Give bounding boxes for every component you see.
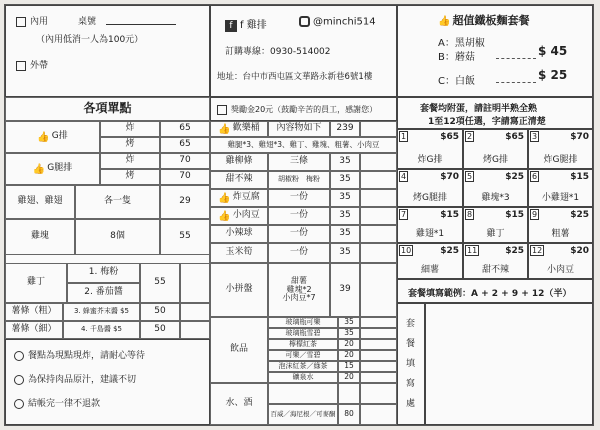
set-note-2: 1至12項任選，字請寫正清楚 [428, 117, 546, 127]
bucket-price: 239 [330, 121, 360, 137]
order-sheet [4, 4, 594, 426]
nuggets-item: 雞塊 [5, 219, 75, 255]
bucket-desc: 內容物如下 [268, 121, 330, 137]
set-meal-notes [397, 97, 593, 129]
order-type-box [5, 5, 210, 97]
nuggets-price: 55 [160, 219, 210, 255]
spicy-ball-price: 35 [330, 225, 360, 243]
fries-thin-qty[interactable] [180, 321, 210, 339]
beer-item: 百威／海尼根／可麥酮 [268, 404, 338, 425]
spicy-ball-spec: 一份 [268, 225, 330, 243]
beer-qty[interactable] [360, 404, 397, 425]
nuggets-spec: 8個 [75, 219, 160, 255]
drink-price: 35 [338, 317, 360, 328]
shop-info-box [210, 5, 397, 97]
set-item-2[interactable]: 2 $65 烤G排 [463, 129, 528, 169]
baby-corn-price: 35 [330, 243, 360, 263]
g-steak-grilled-price: 65 [160, 137, 210, 153]
set-option-b: B：蘑菇 [438, 52, 475, 63]
platter-contents: 甜薯 雞塊*2 小肉豆*7 [268, 263, 330, 317]
set-item-12[interactable]: 12 $20 小肉豆 [528, 243, 593, 279]
drink-qty[interactable] [360, 350, 397, 361]
mini-sausage-item: 👍 小肉豆 [210, 207, 268, 225]
g-steak-fried-price: 65 [160, 121, 210, 137]
drink-item: 玻璃瓶可樂 [268, 317, 338, 328]
tempura-item: 甜不辣 [210, 171, 268, 189]
set-item-9[interactable]: 9 $25 粗薯 [528, 207, 593, 243]
chicken-strips-price: 35 [330, 153, 360, 171]
fries-thick-item: 薯條（粗） [5, 303, 63, 321]
g-leg-grilled: 烤 [100, 169, 160, 185]
table-number-label: 桌號 [78, 17, 97, 27]
table-number-field[interactable] [106, 24, 176, 25]
dine-in-option[interactable]: 內用 [16, 14, 48, 27]
notices-box [5, 339, 210, 425]
g-steak-grilled: 烤 [100, 137, 160, 153]
set-fill-label: 套餐填寫處 [406, 319, 416, 409]
drink-price: 35 [338, 328, 360, 339]
reward-option[interactable]: 獎勵金20元（鼓勵辛苦的員工，感謝您） [217, 104, 377, 115]
water-beer-label: 水、酒 [210, 383, 268, 425]
g-leg-fried: 炸 [100, 153, 160, 169]
set-item-7[interactable]: 7 $15 雞翅*1 [397, 207, 463, 243]
drink-item: 可樂／雪碧 [268, 350, 338, 361]
fried-tofu-qty[interactable] [360, 189, 397, 207]
takeout-checkbox[interactable] [16, 61, 26, 71]
facebook-link[interactable]: f f 雞排 [225, 16, 267, 32]
chicken-strips-item: 雞柳條 [210, 153, 268, 171]
fries-thin-item: 薯條（細） [5, 321, 63, 339]
chicken-bits-price: 55 [140, 263, 180, 303]
bucket-item: 👍 歡樂桶 [210, 121, 268, 137]
drink-item: 礦泉水 [268, 372, 338, 383]
set-item-5[interactable]: 5 $25 雞塊*3 [463, 169, 528, 207]
thumbs-up-icon: 👍 [37, 131, 50, 143]
set-option-c-price: $ 25 [538, 68, 568, 82]
drink-qty[interactable] [360, 339, 397, 350]
tempura-price: 35 [330, 171, 360, 189]
g-leg-fried-price: 70 [160, 153, 210, 169]
notice-item: 餐點為現點現炸，請耐心等待 [14, 348, 145, 361]
set-meal-title: 👍 超值鐵板麵套餐 [438, 14, 530, 27]
thumbs-up-icon: 👍 [218, 192, 231, 204]
set-item-10[interactable]: 10 $25 細薯 [397, 243, 463, 279]
set-option-c-leader [496, 82, 536, 83]
drink-price: 20 [338, 372, 360, 383]
g-leg-grilled-price: 70 [160, 169, 210, 185]
wings-price: 29 [160, 185, 210, 219]
mini-sausage-spec: 一份 [268, 207, 330, 225]
fried-tofu-spec: 一份 [268, 189, 330, 207]
drink-qty[interactable] [360, 372, 397, 383]
drink-price: 20 [338, 350, 360, 361]
mini-sausage-qty[interactable] [360, 207, 397, 225]
drink-price: 20 [338, 339, 360, 350]
baby-corn-spec: 一份 [268, 243, 330, 263]
water-blank-qty[interactable] [360, 383, 397, 404]
g-leg-steak-item: 👍 G腿排 [5, 153, 100, 185]
drink-item: 泡沫紅茶／綠茶 [268, 361, 338, 372]
drink-qty[interactable] [360, 361, 397, 372]
fries-thin-price: 50 [140, 321, 180, 339]
tempura-qty[interactable] [360, 171, 397, 189]
single-menu-title: 各項單點 [5, 97, 210, 121]
thumbs-up-icon: 👍 [32, 163, 46, 175]
bullet-icon [14, 351, 24, 361]
takeout-option[interactable]: 外帶 [16, 58, 48, 71]
fries-thick-qty[interactable] [180, 303, 210, 321]
address: 地址：台中市西屯區文華路永新巷6號1樓 [217, 72, 373, 82]
thumbs-up-icon: 👍 [218, 210, 231, 222]
set-option-b-price: $ 45 [538, 44, 568, 58]
set-fill-area[interactable] [425, 303, 593, 425]
reward-checkbox[interactable] [217, 105, 227, 115]
set-note-1: 套餐均附蛋，請註明半熟全熟 [420, 104, 538, 114]
g-steak-fried: 炸 [100, 121, 160, 137]
spacer [5, 255, 210, 263]
wings-item: 雞翅、雞翅 [5, 185, 75, 219]
honey-mustard-option: 3. 蜂蜜芥末醬 $5 [63, 303, 140, 321]
drink-item: 檸檬紅茶 [268, 339, 338, 350]
dine-in-minimum: （內用低消一人為100元） [36, 35, 144, 45]
notice-item: 為保持肉品原汁，建議不切 [14, 372, 136, 385]
bullet-icon [14, 399, 24, 409]
water-blank [268, 383, 338, 404]
drink-qty[interactable] [360, 317, 397, 328]
set-meal-header [397, 5, 593, 97]
dine-in-checkbox[interactable] [16, 17, 26, 27]
bucket-contents: 雞腿*3、雞翅*3、雞丁、雞塊、粗薯、小肉豆 [210, 137, 397, 153]
baby-corn-item: 玉米筍 [210, 243, 268, 263]
notice-item: 結帳完一律不退款 [14, 396, 100, 409]
bucket-qty[interactable] [360, 121, 397, 137]
set-option-a: A：黑胡椒 [438, 38, 485, 49]
mini-sausage-price: 35 [330, 207, 360, 225]
set-item-6[interactable]: 6 $15 小雞翅*1 [528, 169, 593, 207]
facebook-icon: f [225, 20, 237, 32]
g-steak-item: 👍 G排 [5, 121, 100, 153]
spicy-ball-item: 小辣球 [210, 225, 268, 243]
set-item-1[interactable]: 1 $65 炸G排 [397, 129, 463, 169]
set-item-4[interactable]: 4 $70 烤G腿排 [397, 169, 463, 207]
chicken-bits-item: 雞丁 [5, 263, 67, 303]
set-item-11[interactable]: 11 $25 甜不辣 [463, 243, 528, 279]
baby-corn-qty[interactable] [360, 243, 397, 263]
instagram-icon [299, 16, 310, 27]
bullet-icon [14, 375, 24, 385]
drink-item: 玻璃瓶雪碧 [268, 328, 338, 339]
drink-price: 15 [338, 361, 360, 372]
reward-box [210, 97, 397, 121]
set-option-b-leader [496, 58, 536, 59]
fried-tofu-price: 35 [330, 189, 360, 207]
thumbs-up-icon: 👍 [218, 123, 231, 135]
fries-thick-price: 50 [140, 303, 180, 321]
beer-price: 80 [338, 404, 360, 425]
water-blank-price [338, 383, 360, 404]
drink-qty[interactable] [360, 328, 397, 339]
set-item-3[interactable]: 3 $70 炸G腿排 [528, 129, 593, 169]
platter-price: 39 [330, 263, 360, 317]
ketchup-option: 2. 番茄醬 [67, 283, 140, 303]
instagram-link[interactable]: @minchi514 [299, 16, 376, 28]
chicken-strips-spec: 三條 [268, 153, 330, 171]
platter-item: 小拼盤 [210, 263, 268, 317]
set-example: 套餐填寫範例：A + 2 + 9 + 12（半） [408, 289, 572, 299]
plum-powder-option: 1. 梅粉 [67, 263, 140, 283]
chicken-bits-qty[interactable] [180, 263, 210, 303]
drinks-label: 飲品 [210, 317, 268, 383]
set-fill-label-box [397, 303, 425, 425]
spicy-ball-qty[interactable] [360, 225, 397, 243]
fried-tofu-item: 👍 炸豆腐 [210, 189, 268, 207]
phone-number: 訂購專線：0930-514002 [225, 47, 331, 57]
chicken-strips-qty[interactable] [360, 153, 397, 171]
tempura-spec: 胡椒粉 梅粉 [268, 171, 330, 189]
set-example-box [397, 279, 593, 303]
set-item-8[interactable]: 8 $15 雞丁 [463, 207, 528, 243]
wings-spec: 各一隻 [75, 185, 160, 219]
set-option-c: C：白飯 [438, 76, 475, 87]
thousand-island-option: 4. 千島醬 $5 [63, 321, 140, 339]
platter-qty[interactable] [360, 263, 397, 317]
thumbs-up-icon: 👍 [438, 16, 451, 27]
